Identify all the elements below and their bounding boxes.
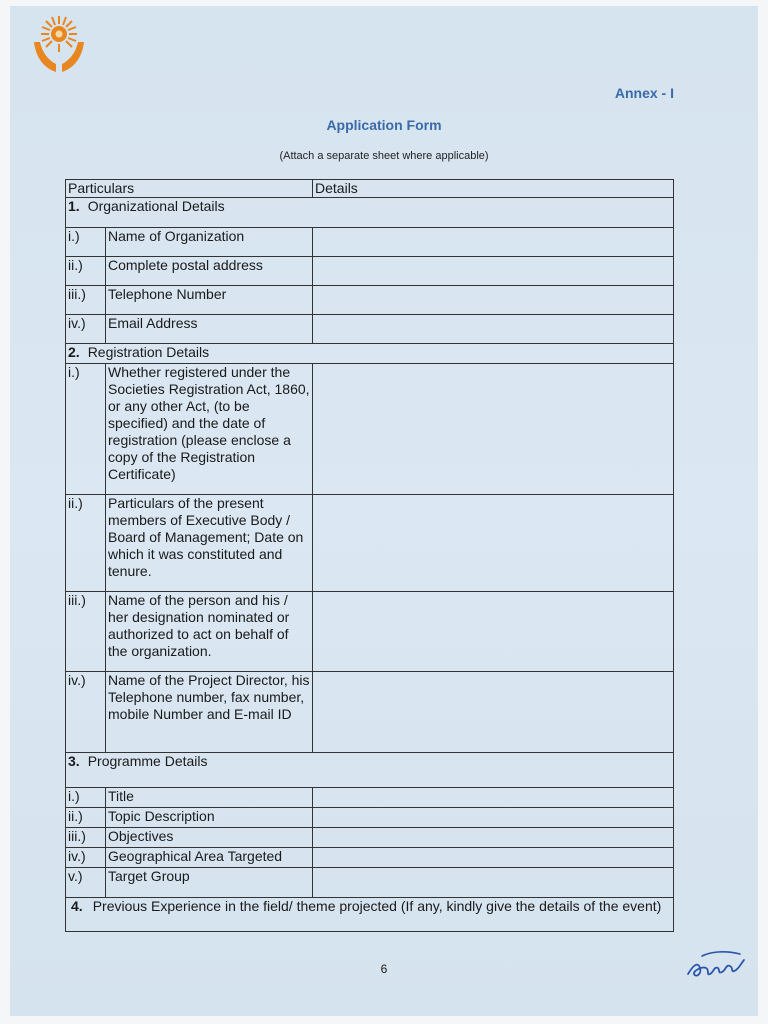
row-number: iii.)	[66, 592, 106, 672]
title-field[interactable]	[313, 788, 674, 808]
section-title: Organizational Details	[87, 198, 225, 214]
section-heading	[66, 198, 674, 228]
row-label: Whether registered under the Societies Registration Act, 1860, or any other Act, (to be specified) and the date of registration (please enclose a copy of the Registration Certificate)	[106, 364, 313, 495]
row-label: Telephone Number	[106, 286, 313, 315]
row-number: iii.)	[66, 286, 106, 315]
executive-body-field[interactable]	[313, 495, 674, 592]
section-number: 3.	[68, 753, 80, 769]
row-number: i.)	[66, 228, 106, 257]
application-form-table	[65, 179, 674, 932]
annex-label: Annex - I	[614, 85, 674, 101]
organization-name-field[interactable]	[313, 228, 674, 257]
row-number: i.)	[66, 788, 106, 808]
row-label: Geographical Area Targeted	[106, 848, 313, 868]
form-subtitle: (Attach a separate sheet where applicable)	[279, 150, 489, 162]
topic-description-field[interactable]	[313, 808, 674, 828]
postal-address-field[interactable]	[313, 257, 674, 286]
organization-logo	[28, 12, 90, 82]
form-title: Application Form	[326, 117, 442, 133]
project-director-field[interactable]	[313, 672, 674, 753]
row-label: Name of the person and his / her designation nominated or authorized to act on behalf of the organization.	[106, 592, 313, 672]
telephone-field[interactable]	[313, 286, 674, 315]
objectives-field[interactable]	[313, 828, 674, 848]
row-label: Target Group	[106, 868, 313, 898]
particulars-header: Particulars	[66, 180, 313, 198]
row-number: v.)	[66, 868, 106, 898]
registration-field[interactable]	[313, 364, 674, 495]
page-number: 6	[380, 962, 388, 976]
details-header: Details	[313, 180, 674, 198]
section-title: Programme Details	[87, 753, 208, 769]
row-number: ii.)	[66, 495, 106, 592]
row-number: i.)	[66, 364, 106, 495]
section-heading	[66, 898, 674, 932]
row-label: Email Address	[106, 315, 313, 344]
row-label: Objectives	[106, 828, 313, 848]
geographical-area-field[interactable]	[313, 848, 674, 868]
row-number: iv.)	[66, 315, 106, 344]
section-number: 2.	[68, 344, 80, 360]
section-heading	[66, 344, 674, 364]
row-label: Name of the Project Director, his Telephone number, fax number, mobile Number and E-mail ID	[106, 672, 313, 753]
row-number: ii.)	[66, 808, 106, 828]
row-label: Particulars of the present members of Executive Body / Board of Management; Date on which it was constituted and tenure.	[106, 495, 313, 592]
row-number: iv.)	[66, 848, 106, 868]
row-label: Name of Organization	[106, 228, 313, 257]
section-heading	[66, 753, 674, 788]
row-label: Complete postal address	[106, 257, 313, 286]
row-number: ii.)	[66, 257, 106, 286]
section-title: Previous Experience in the field/ theme projected (If any, kindly give the details of the event)	[92, 898, 662, 914]
section-number: 4.	[71, 898, 83, 914]
row-label: Title	[106, 788, 313, 808]
section-number: 1.	[68, 198, 80, 214]
section-title: Registration Details	[87, 344, 210, 360]
signature	[684, 944, 748, 984]
email-field[interactable]	[313, 315, 674, 344]
row-number: iv.)	[66, 672, 106, 753]
target-group-field[interactable]	[313, 868, 674, 898]
row-number: iii.)	[66, 828, 106, 848]
row-label: Topic Description	[106, 808, 313, 828]
authorized-person-field[interactable]	[313, 592, 674, 672]
